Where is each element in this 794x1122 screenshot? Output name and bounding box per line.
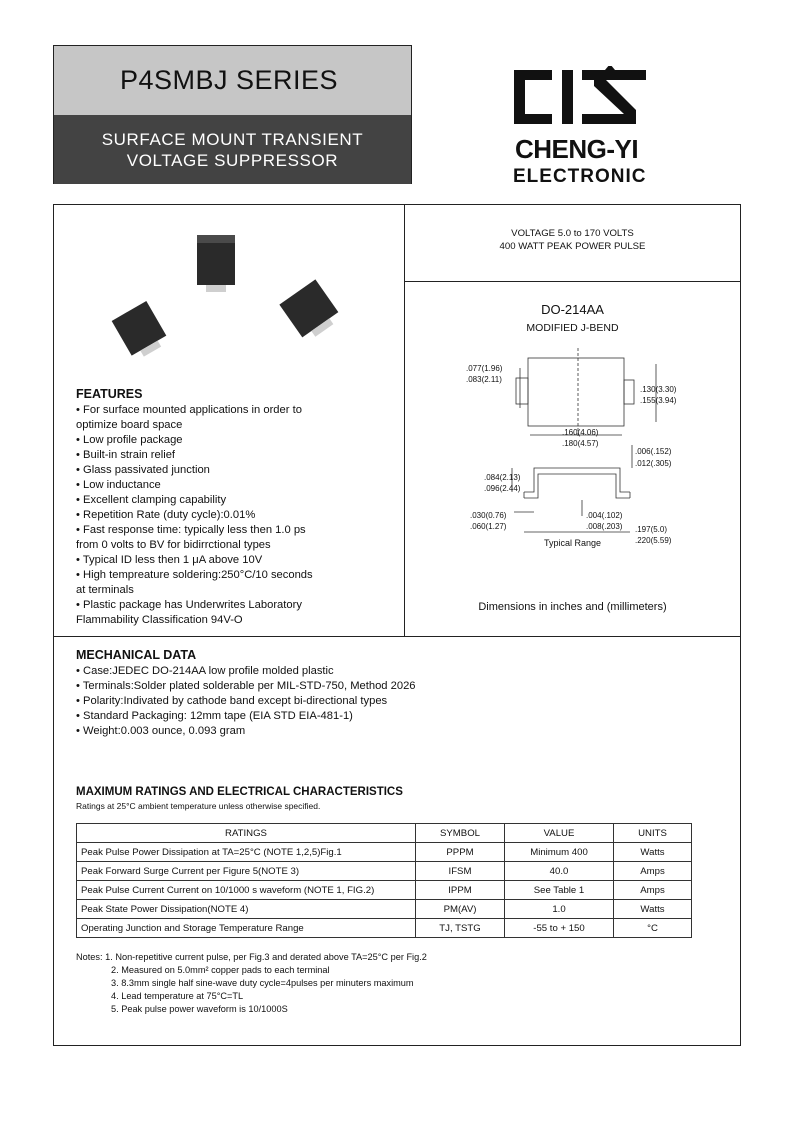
table-row bbox=[77, 900, 692, 919]
list-item: • Excellent clamping capability bbox=[76, 494, 227, 506]
dim-label: .083(2.11) bbox=[466, 375, 502, 384]
features-list bbox=[76, 403, 313, 628]
list-item: • Fast response time: typically less then 1.0 ps bbox=[76, 524, 306, 536]
list-item: • Weight:0.003 ounce, 0.093 gram bbox=[76, 725, 246, 737]
dim-label: .160(4.06) bbox=[562, 428, 599, 437]
dimensions-note: Dimensions in inches and (millimeters) bbox=[478, 601, 667, 613]
value-cell: 40.0 bbox=[505, 862, 614, 881]
unit-cell: °C bbox=[614, 919, 692, 938]
symbol-cell: TJ, TSTG bbox=[416, 919, 505, 938]
brand-logo bbox=[510, 66, 650, 128]
mechanical-list bbox=[76, 664, 416, 739]
rating-cell: Peak Pulse Current Current on 10/1000 s waveform (NOTE 1, FIG.2) bbox=[77, 881, 416, 900]
rating-cell: Peak Forward Surge Current per Figure 5(NOTE 3) bbox=[77, 862, 416, 881]
rating-cell: Peak Pulse Power Dissipation at TA=25°C (NOTE 1,2,5)Fig.1 bbox=[77, 843, 416, 862]
symbol-cell: PPPM bbox=[416, 843, 505, 862]
column-header: RATINGS bbox=[77, 824, 416, 843]
subtitle-line1: SURFACE MOUNT TRANSIENT bbox=[101, 130, 364, 149]
package-name: DO-214AA bbox=[541, 302, 604, 317]
column-header: VALUE bbox=[505, 824, 614, 843]
list-item: Flammability Classification 94V-O bbox=[76, 614, 243, 626]
dim-label: .197(5.0) bbox=[635, 525, 668, 534]
list-item: from 0 volts to BV for bidirrctional types bbox=[76, 539, 271, 551]
rating-cell: Peak State Power Dissipation(NOTE 4) bbox=[77, 900, 416, 919]
ratings-subheading: Ratings at 25°C ambient temperature unless otherwise specified. bbox=[76, 801, 321, 811]
value-cell: Minimum 400 bbox=[505, 843, 614, 862]
subtitle-line2: VOLTAGE SUPPRESSOR bbox=[126, 151, 339, 170]
component-photo-1 bbox=[197, 235, 235, 292]
note-line: 4. Lead temperature at 75°C=TL bbox=[111, 991, 244, 1001]
list-item: • Typical ID less then 1 μA above 10V bbox=[76, 554, 263, 566]
dim-label: .180(4.57) bbox=[562, 439, 599, 448]
note-line: 3. 8.3mm single half sine-wave duty cycle=4pulses per minuters maximum bbox=[111, 978, 414, 988]
dim-label: .130(3.30) bbox=[640, 385, 677, 394]
table-header-row bbox=[77, 824, 692, 843]
table-row bbox=[77, 919, 692, 938]
list-item: • Case:JEDEC DO-214AA low profile molded plastic bbox=[76, 665, 334, 677]
column-header: SYMBOL bbox=[416, 824, 505, 843]
component-photo-3 bbox=[279, 279, 342, 343]
list-item: • Built-in strain relief bbox=[76, 449, 176, 461]
dim-label: .155(3.94) bbox=[640, 396, 677, 405]
note-line: 2. Measured on 5.0mm² copper pads to each terminal bbox=[111, 965, 330, 975]
list-item: • Plastic package has Underwrites Laboratory bbox=[76, 599, 302, 611]
list-item: • High tempreature soldering:250°C/10 seconds bbox=[76, 569, 313, 581]
unit-cell: Amps bbox=[614, 881, 692, 900]
list-item: optimize board space bbox=[76, 419, 183, 431]
component-photos bbox=[100, 225, 360, 365]
table-row bbox=[77, 881, 692, 900]
package-sub: MODIFIED J-BEND bbox=[526, 322, 619, 334]
mechanical-heading: MECHANICAL DATA bbox=[76, 648, 197, 662]
list-item: • Standard Packaging: 12mm tape (EIA STD EIA-481-1) bbox=[76, 710, 353, 722]
dim-label: .012(.305) bbox=[635, 459, 672, 468]
list-item: • Low profile package bbox=[76, 434, 183, 446]
unit-cell: Watts bbox=[614, 900, 692, 919]
horizontal-divider bbox=[53, 636, 741, 637]
rating-cell: Operating Junction and Storage Temperature Range bbox=[77, 919, 416, 938]
column-header: UNITS bbox=[614, 824, 692, 843]
ratings-table bbox=[76, 823, 692, 938]
list-item: • Low inductance bbox=[76, 479, 161, 491]
symbol-cell: PM(AV) bbox=[416, 900, 505, 919]
symbol-cell: IPPM bbox=[416, 881, 505, 900]
peak-power: 400 WATT PEAK POWER PULSE bbox=[499, 241, 646, 252]
list-item: • Terminals:Solder plated solderable per MIL-STD-750, Method 2026 bbox=[76, 680, 416, 692]
unit-cell: Amps bbox=[614, 862, 692, 881]
dim-label: .060(1.27) bbox=[470, 522, 507, 531]
dim-label: .096(2.44) bbox=[484, 484, 521, 493]
series-title-box bbox=[53, 45, 412, 184]
note-line: Notes: 1. Non-repetitive current pulse, per Fig.3 and derated above TA=25°C per Fig.2 bbox=[76, 952, 427, 962]
table-row bbox=[77, 843, 692, 862]
dim-label: .006(.152) bbox=[635, 447, 672, 456]
value-cell: 1.0 bbox=[505, 900, 614, 919]
unit-cell: Watts bbox=[614, 843, 692, 862]
features-heading: FEATURES bbox=[76, 387, 143, 401]
vertical-divider bbox=[404, 204, 405, 636]
dim-label: .220(5.59) bbox=[635, 536, 672, 545]
list-item: at terminals bbox=[76, 584, 134, 596]
ratings-heading: MAXIMUM RATINGS AND ELECTRICAL CHARACTERISTICS bbox=[76, 786, 403, 798]
dim-label: .004(.102) bbox=[586, 511, 623, 520]
note-line: 5. Peak pulse power waveform is 10/1000S bbox=[111, 1004, 288, 1014]
table-row bbox=[77, 862, 692, 881]
list-item: • Polarity:Indivated by cathode band except bi-directional types bbox=[76, 695, 388, 707]
dim-label: .077(1.96) bbox=[466, 364, 503, 373]
list-item: • Repetition Rate (duty cycle):0.01% bbox=[76, 509, 256, 521]
component-photo-2 bbox=[112, 301, 170, 362]
value-cell: See Table 1 bbox=[505, 881, 614, 900]
dim-label: .030(0.76) bbox=[470, 511, 507, 520]
voltage-range: VOLTAGE 5.0 to 170 VOLTS bbox=[511, 228, 634, 239]
typical-range-label: Typical Range bbox=[544, 538, 602, 548]
dim-label: .084(2.13) bbox=[484, 473, 521, 482]
product-subtitle bbox=[54, 115, 411, 184]
list-item: • Glass passivated junction bbox=[76, 464, 210, 476]
value-cell: -55 to + 150 bbox=[505, 919, 614, 938]
dim-label: .008(.203) bbox=[586, 522, 623, 531]
spec-divider bbox=[404, 281, 741, 282]
brand-subtitle: ELECTRONIC bbox=[513, 166, 647, 187]
list-item: • For surface mounted applications in order to bbox=[76, 404, 302, 416]
brand-name: CHENG-YI bbox=[515, 134, 639, 164]
symbol-cell: IFSM bbox=[416, 862, 505, 881]
series-title: P4SMBJ SERIES bbox=[54, 46, 411, 115]
